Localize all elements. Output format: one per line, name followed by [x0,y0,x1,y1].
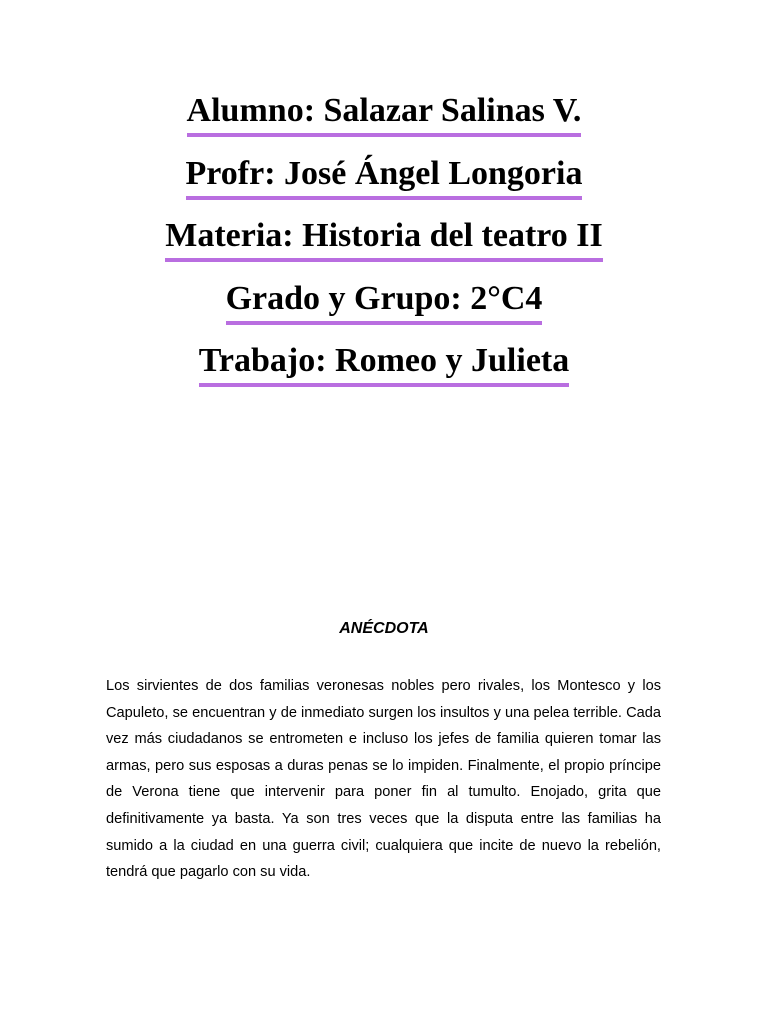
assignment-line [0,336,768,399]
grade-group: Grado y Grupo: 2°C4 [226,279,543,325]
student-name: Alumno: Salazar Salinas V. [187,91,582,137]
teacher-line [0,149,768,212]
subject-name: Materia: Historia del teatro II [165,216,602,262]
teacher-name: Profr: José Ángel Longoria [186,154,583,200]
grade-group-line [0,274,768,337]
section-heading: ANÉCDOTA [339,620,429,637]
body-paragraph: Los sirvientes de dos familias veronesas nobles pero rivales, los Montesco y los Capuleto, se encuentran y de inmediato surgen los insultos y una pelea terrible. Cada vez más ciudadanos se entrometen e incluso los jefes de familia quieren tomar las armas, pero sus esposas a duras penas se lo impiden. Finalmente, el propio príncipe de Verona tiene que intervenir para poner fin al tumulto. Enojado, grita que definitivamente ya basta. Ya son tres veces que la disputa entre las familias ha sumido a la ciudad en una guerra civil; cualquiera que incite de nuevo la rebelión, tendrá que pagarlo con su vida. [106,678,661,881]
cover-block [0,86,768,399]
subject-line [0,211,768,274]
student-line [0,86,768,149]
assignment-title: Trabajo: Romeo y Julieta [199,341,569,387]
